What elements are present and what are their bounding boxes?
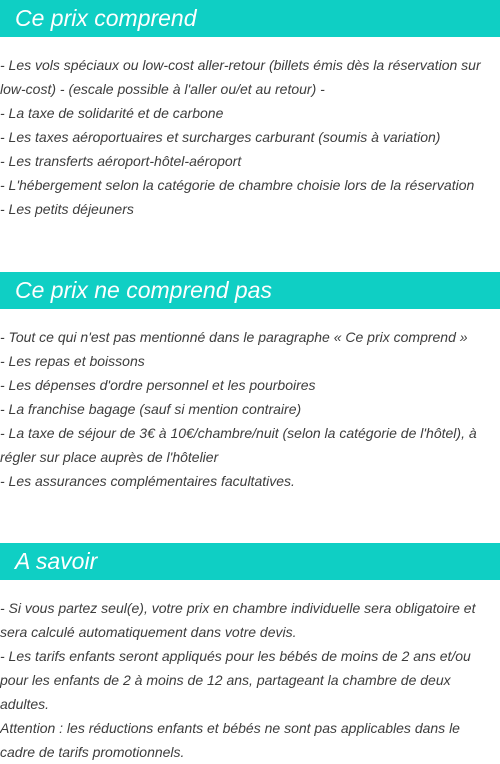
section-title: Ce prix ne comprend pas (0, 272, 500, 309)
list-item: - Si vous partez seul(e), votre prix en chambre individuelle sera obligatoire et sera calculé automatiquement dans votre devis. (0, 600, 476, 640)
list-item: - Les taxes aéroportuaires et surcharges carburant (soumis à variation) (0, 129, 441, 145)
list-item: - Les repas et boissons (0, 353, 145, 369)
list-item: - Les assurances complémentaires facultatives. (0, 473, 295, 489)
list-item: Attention : les réductions enfants et bébés ne sont pas applicables dans le cadre de tarifs promotionnels. (0, 720, 460, 760)
list-item: - Les dépenses d'ordre personnel et les pourboires (0, 377, 316, 393)
list-item: - La taxe de solidarité et de carbone (0, 105, 224, 121)
list-item: - L'hébergement selon la catégorie de chambre choisie lors de la réservation (0, 177, 475, 193)
list-item: - La franchise bagage (sauf si mention contraire) (0, 401, 302, 417)
section-ce-prix-ne-comprend-pas (0, 272, 500, 493)
section-ce-prix-comprend (0, 0, 500, 221)
list-item: - Les transferts aéroport-hôtel-aéroport (0, 153, 242, 169)
section-body (0, 596, 500, 764)
list-item: - Les petits déjeuners (0, 201, 134, 217)
list-item: - Tout ce qui n'est pas mentionné dans le paragraphe « Ce prix comprend » (0, 329, 468, 345)
section-title: A savoir (0, 543, 500, 580)
section-body (0, 325, 500, 493)
list-item: - Les vols spéciaux ou low-cost aller-retour (billets émis dès la réservation sur low-cost) - (escale possible à l'aller ou/et au retour) - (0, 57, 481, 97)
section-title: Ce prix comprend (0, 0, 500, 37)
list-item: - La taxe de séjour de 3€ à 10€/chambre/nuit (selon la catégorie de l'hôtel), à régler sur place auprès de l'hôtelier (0, 425, 477, 465)
section-body (0, 53, 500, 221)
section-a-savoir (0, 543, 500, 764)
list-item: - Les tarifs enfants seront appliqués pour les bébés de moins de 2 ans et/ou pour les enfants de 2 à moins de 12 ans, partageant la chambre de deux adultes. (0, 648, 471, 712)
